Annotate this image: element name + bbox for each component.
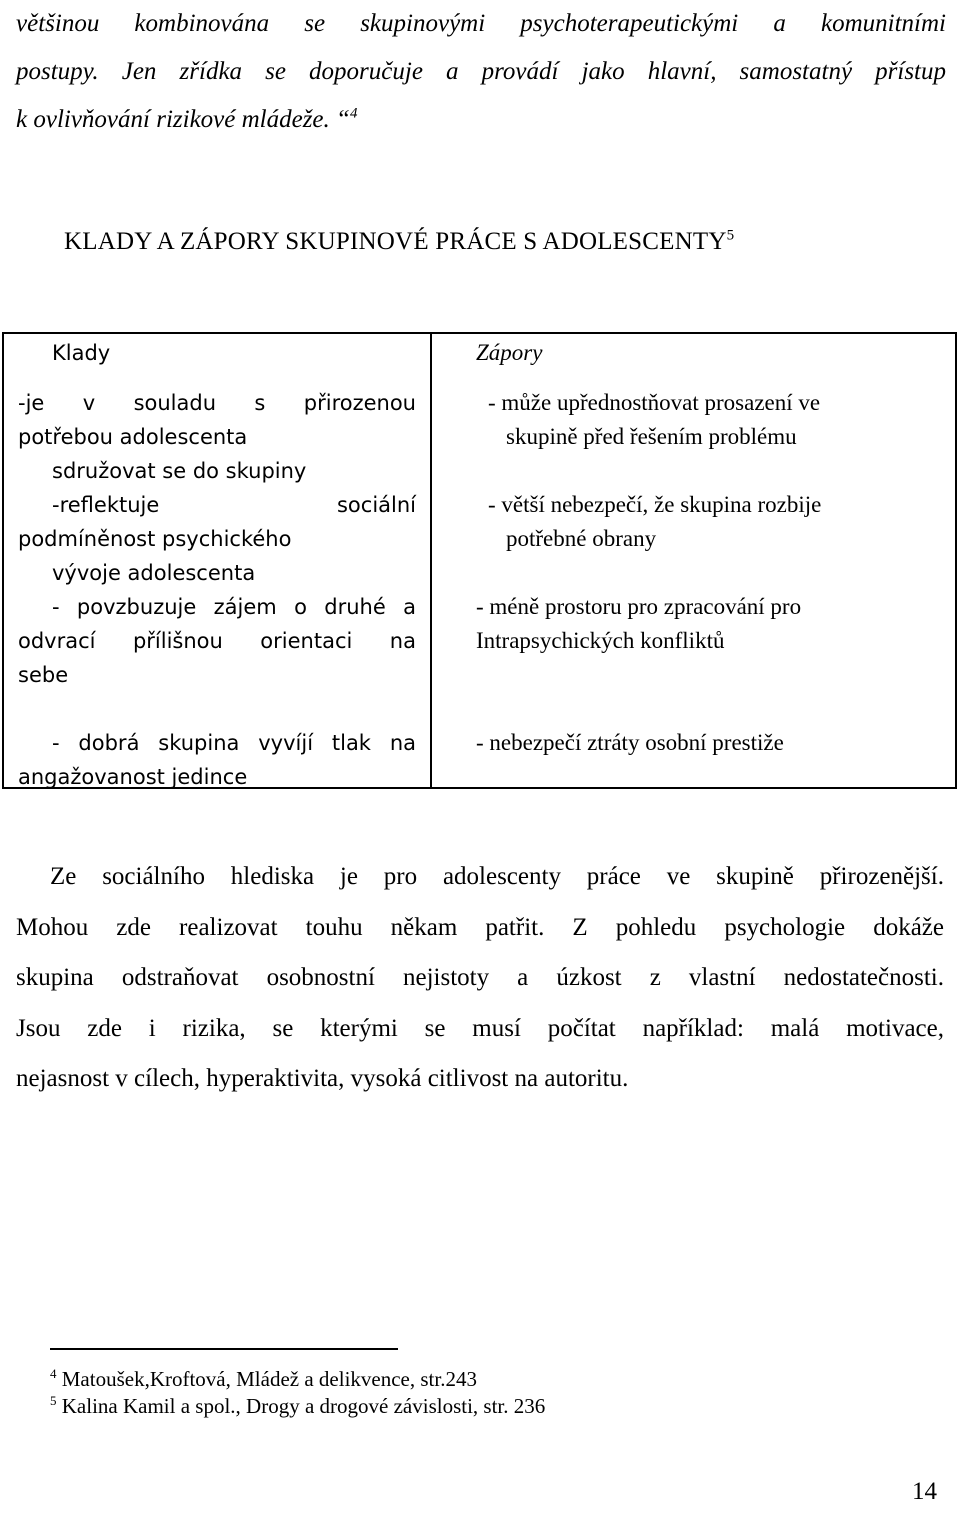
pros-cons-table bbox=[2, 332, 957, 789]
intro-line-3-text: k ovlivňování rizikové mládeže. bbox=[16, 106, 330, 133]
cons-item-1-line-2: skupině před řešením problému bbox=[506, 424, 797, 449]
paragraph-line-2: Mohou zde realizovat touhu někam patřit. Z pohledu psychologie dokáže bbox=[16, 913, 944, 941]
pros-item-4-line-1: - dobrá skupina vyvíjí tlak na bbox=[52, 731, 416, 755]
footnote-4 bbox=[50, 1366, 477, 1392]
cons-item-4-line-1: - nebezpečí ztráty osobní prestiže bbox=[476, 730, 784, 755]
table-header-pros: Klady bbox=[52, 341, 111, 365]
table-column-divider bbox=[430, 334, 432, 787]
cons-item-1 bbox=[488, 386, 948, 454]
paragraph-line-1: Ze sociálního hlediska je pro adolescenty práce ve skupině přirozenější. bbox=[50, 863, 944, 890]
pros-item-1-line-2: potřebou adolescenta bbox=[18, 425, 248, 449]
pros-item-2-line-1: -reflektuje sociální bbox=[52, 493, 416, 517]
footnote-separator bbox=[50, 1348, 398, 1350]
footnote-5 bbox=[50, 1393, 545, 1419]
intro-paragraph bbox=[16, 0, 946, 144]
pros-item-4-line-2: angažovanost jedince bbox=[18, 765, 248, 789]
cons-item-1-line-1: - může upřednostňovat prosazení ve bbox=[488, 390, 821, 415]
paragraph-line-4: Jsou zde i rizika, se kterými se musí počítat například: malá motivace, bbox=[16, 1014, 944, 1042]
pros-item-2 bbox=[18, 488, 416, 590]
pros-item-2-line-2: podmíněnost psychického bbox=[18, 527, 292, 551]
pros-item-3-line-2: odvrací přílišnou orientaci na bbox=[18, 629, 416, 653]
pros-item-2-line-3: vývoje adolescenta bbox=[52, 561, 256, 585]
pros-item-1 bbox=[18, 386, 416, 488]
footnote-5-number: 5 bbox=[50, 1393, 57, 1408]
section-heading bbox=[64, 228, 734, 256]
footnote-5-text: Kalina Kamil a spol., Drogy a drogové závislosti, str. 236 bbox=[61, 1394, 546, 1418]
footnote-4-text: Matoušek,Kroftová, Mládež a delikvence, str.243 bbox=[61, 1367, 477, 1391]
intro-line-1: většinou kombinována se skupinovými psychoterapeutickými a komunitními bbox=[16, 10, 946, 37]
cons-item-2-line-2: potřebné obrany bbox=[506, 526, 657, 551]
page-number: 14 bbox=[912, 1478, 937, 1505]
section-heading-text: KLADY A ZÁPORY SKUPINOVÉ PRÁCE S ADOLESCENTY bbox=[64, 228, 727, 255]
paragraph-line-3: skupina odstraňovat osobnostní nejistoty a úzkost z vlastní nedostatečnosti. bbox=[16, 964, 944, 991]
pros-item-3-line-1: - povzbuzuje zájem o druhé a bbox=[52, 595, 416, 619]
cons-item-3-line-2: Intrapsychických konfliktů bbox=[476, 628, 725, 653]
paragraph-line-5: nejasnost v cílech, hyperaktivita, vysoká citlivost na autoritu. bbox=[16, 1065, 629, 1092]
pros-item-1-line-1: -je v souladu s přirozenou bbox=[18, 391, 416, 415]
pros-item-4 bbox=[18, 726, 416, 794]
table-header-cons: Zápory bbox=[476, 340, 543, 365]
cons-item-2-line-1: - větší nebezpečí, že skupina rozbije bbox=[488, 492, 822, 517]
intro-line-3: k ovlivňování rizikové mládeže. “$^4$ bbox=[16, 105, 358, 133]
cons-item-4 bbox=[476, 726, 946, 760]
pros-item-1-line-3: sdružovat se do skupiny bbox=[52, 459, 307, 483]
pros-item-3-line-3: sebe bbox=[18, 663, 69, 687]
body-paragraph bbox=[16, 852, 944, 1105]
cons-item-3-line-1: - méně prostoru pro zpracování pro bbox=[476, 594, 802, 619]
intro-line-2: postupy. Jen zřídka se doporučuje a provádí jako hlavní, samostatný přístup bbox=[16, 58, 946, 85]
footnote-ref-5[interactable]: 5 bbox=[726, 227, 735, 244]
cons-item-3 bbox=[476, 590, 946, 658]
footnote-ref-4[interactable]: 4 bbox=[349, 105, 358, 122]
cons-item-2 bbox=[488, 488, 948, 556]
footnote-4-number: 4 bbox=[50, 1366, 57, 1381]
pros-item-3 bbox=[18, 590, 416, 692]
